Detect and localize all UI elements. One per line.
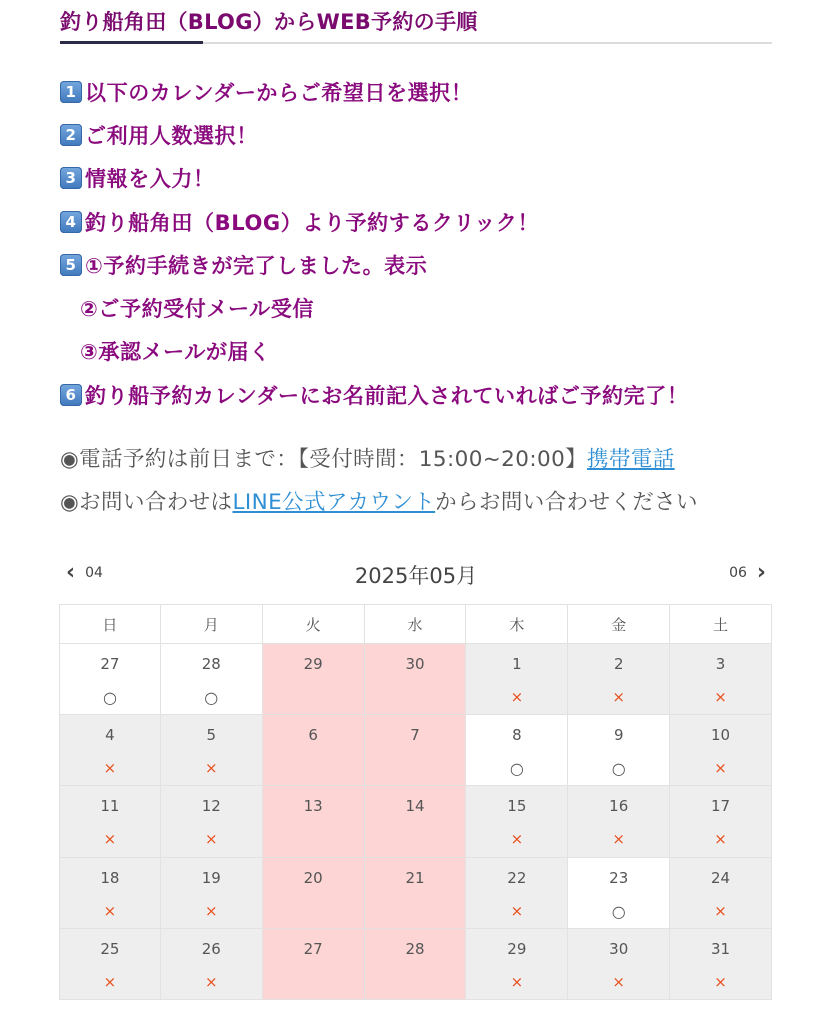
day-number: 9 (613, 726, 624, 745)
calendar-day-holiday (263, 929, 365, 1000)
calendar-day-closed (670, 786, 772, 857)
calendar-day-closed (161, 929, 263, 1000)
keycap-number-icon: 6 (60, 384, 82, 406)
calendar-day-open[interactable] (59, 644, 161, 715)
calendar-day-holiday (263, 858, 365, 929)
unavailable-mark-icon: × (714, 901, 727, 920)
phone-info-line (60, 436, 820, 479)
day-number: 28 (201, 655, 221, 673)
available-mark-icon: ○ (611, 901, 626, 921)
step-item (60, 243, 800, 286)
weekday-thu: 木 (466, 604, 568, 644)
line-info-suffix: からお問い合わせください (435, 490, 698, 515)
day-number: 28 (405, 939, 425, 958)
next-month-button[interactable] (729, 562, 766, 584)
step-subitem (60, 330, 800, 373)
calendar-day-closed (568, 644, 670, 715)
step-subitem (60, 286, 800, 329)
day-number: 3 (715, 655, 726, 673)
weekday-mon: 月 (161, 604, 263, 644)
weekday-sat: 土 (670, 604, 772, 644)
unavailable-mark-icon: × (714, 688, 727, 706)
calendar-day-open[interactable] (568, 715, 670, 786)
reservation-calendar (59, 604, 772, 1000)
calendar-day-closed (670, 858, 772, 929)
day-number: 13 (303, 797, 323, 816)
calendar-day-closed (670, 644, 772, 715)
available-mark-icon: ○ (102, 688, 117, 707)
calendar-day-open[interactable] (466, 715, 568, 786)
calendar-day-holiday (263, 644, 365, 715)
reservation-steps (60, 70, 800, 416)
day-number: 20 (303, 868, 323, 887)
day-number: 2 (613, 655, 624, 673)
day-number: 18 (100, 868, 120, 887)
calendar-day-closed (59, 715, 161, 786)
available-mark-icon: ○ (509, 759, 524, 779)
calendar-day-closed (670, 929, 772, 1000)
day-number: 11 (100, 797, 120, 816)
calendar-day-holiday (365, 715, 467, 786)
step-text: 以下のカレンダーからご希望日を選択！ (85, 80, 473, 105)
line-info-prefix: ◉お問い合わせは (60, 490, 233, 515)
heading-accent-bar (60, 41, 203, 44)
day-number: 27 (100, 655, 120, 673)
day-number: 22 (507, 868, 527, 887)
day-number: 27 (303, 939, 323, 958)
day-number: 1 (512, 655, 522, 673)
step-item (60, 113, 800, 156)
calendar-day-closed (59, 786, 161, 857)
step-item (60, 373, 800, 416)
day-number: 10 (711, 726, 731, 745)
day-number: 29 (303, 655, 323, 673)
unavailable-mark-icon: × (612, 830, 625, 849)
page-title: 釣り船角田（BLOG）からWEB予約の手順 (60, 10, 478, 34)
unavailable-mark-icon: × (204, 901, 218, 920)
unavailable-mark-icon: × (103, 901, 117, 920)
unavailable-mark-icon: × (103, 972, 117, 991)
calendar-day-closed (161, 858, 263, 929)
step-text: ②ご予約受付メール受信 (80, 297, 314, 322)
calendar-day-open[interactable] (161, 644, 263, 715)
day-number: 19 (201, 868, 221, 887)
calendar-weekday-header (59, 604, 772, 644)
day-number: 30 (405, 655, 425, 673)
unavailable-mark-icon: × (510, 901, 524, 920)
calendar-day-holiday (365, 929, 467, 1000)
available-mark-icon: ○ (611, 759, 626, 779)
step-text: 情報を入力！ (85, 167, 215, 192)
day-number: 21 (405, 868, 425, 887)
calendar-day-closed (670, 715, 772, 786)
day-number: 8 (512, 726, 522, 745)
step-text: ご利用人数選択！ (85, 123, 258, 148)
day-number: 17 (711, 797, 731, 816)
calendar-day-holiday (263, 786, 365, 857)
day-number: 5 (206, 726, 217, 745)
calendar-day-closed (59, 858, 161, 929)
step-item (60, 200, 800, 243)
day-number: 30 (609, 939, 629, 958)
chevron-left-icon: ‹ (66, 560, 76, 585)
unavailable-mark-icon: × (714, 972, 727, 991)
day-number: 15 (507, 797, 527, 816)
unavailable-mark-icon: × (612, 972, 625, 991)
keycap-number-icon: 5 (60, 254, 82, 276)
unavailable-mark-icon: × (204, 830, 218, 849)
weekday-tue: 火 (263, 604, 365, 644)
calendar-day-open[interactable] (568, 858, 670, 929)
unavailable-mark-icon: × (204, 972, 218, 991)
step-text: ③承認メールが届く (80, 340, 271, 365)
calendar-day-closed (161, 715, 263, 786)
weekday-fri: 金 (568, 604, 670, 644)
section-heading (60, 0, 772, 44)
calendar-day-closed (466, 929, 568, 1000)
day-number: 16 (609, 797, 629, 816)
day-number: 7 (410, 726, 420, 745)
day-number: 12 (201, 797, 221, 816)
day-number: 26 (201, 939, 221, 958)
calendar-day-closed (568, 786, 670, 857)
calendar-day-holiday (365, 858, 467, 929)
day-number: 4 (105, 726, 115, 745)
calendar-day-closed (161, 786, 263, 857)
next-month-label: 06 (729, 565, 747, 581)
keycap-number-icon: 1 (60, 81, 82, 103)
contact-info (60, 436, 820, 522)
weekday-sun: 日 (59, 604, 161, 644)
day-number: 31 (711, 939, 731, 958)
day-number: 14 (405, 797, 425, 816)
unavailable-mark-icon: × (510, 972, 524, 991)
step-text: ①予約手続きが完了しました。表示 (85, 253, 428, 278)
weekday-wed: 水 (365, 604, 467, 644)
keycap-number-icon: 4 (60, 211, 82, 233)
unavailable-mark-icon: × (510, 830, 524, 849)
step-text: 釣り船予約カレンダーにお名前記入されていればご予約完了！ (85, 383, 689, 408)
available-mark-icon: ○ (204, 688, 219, 707)
day-number: 23 (609, 868, 629, 887)
unavailable-mark-icon: × (510, 688, 524, 706)
day-number: 24 (711, 868, 731, 887)
line-info-line (60, 479, 820, 522)
calendar-day-closed (568, 929, 670, 1000)
calendar-day-holiday (365, 786, 467, 857)
unavailable-mark-icon: × (612, 688, 625, 706)
chevron-right-icon: › (756, 560, 766, 585)
keycap-number-icon: 2 (60, 124, 82, 146)
unavailable-mark-icon: × (714, 830, 727, 849)
unavailable-mark-icon: × (204, 759, 218, 778)
phone-info-text: ◉電話予約は前日まで：【受付時間：15:00~20:00】 (60, 447, 588, 472)
calendar-day-closed (466, 858, 568, 929)
line-official-link[interactable]: LINE公式アカウント (232, 490, 436, 515)
keycap-number-icon: 3 (60, 167, 82, 189)
phone-link[interactable]: 携帯電話 (587, 447, 675, 472)
calendar-day-closed (59, 929, 161, 1000)
step-text: 釣り船角田（BLOG）より予約するクリック！ (85, 210, 540, 235)
calendar-day-holiday (263, 715, 365, 786)
calendar-day-closed (466, 644, 568, 715)
day-number: 6 (308, 726, 318, 745)
day-number: 25 (100, 939, 120, 958)
step-item (60, 157, 800, 200)
prev-month-label: 04 (85, 565, 103, 581)
day-number: 29 (507, 939, 527, 958)
calendar-month-title: 2025年05月 (354, 564, 478, 588)
calendar-day-holiday (365, 644, 467, 715)
unavailable-mark-icon: × (103, 759, 117, 778)
step-item (60, 70, 800, 113)
unavailable-mark-icon: × (714, 759, 727, 778)
calendar-grid (59, 644, 772, 1000)
calendar-day-closed (466, 786, 568, 857)
unavailable-mark-icon: × (103, 830, 117, 849)
calendar-navigation (60, 556, 772, 592)
